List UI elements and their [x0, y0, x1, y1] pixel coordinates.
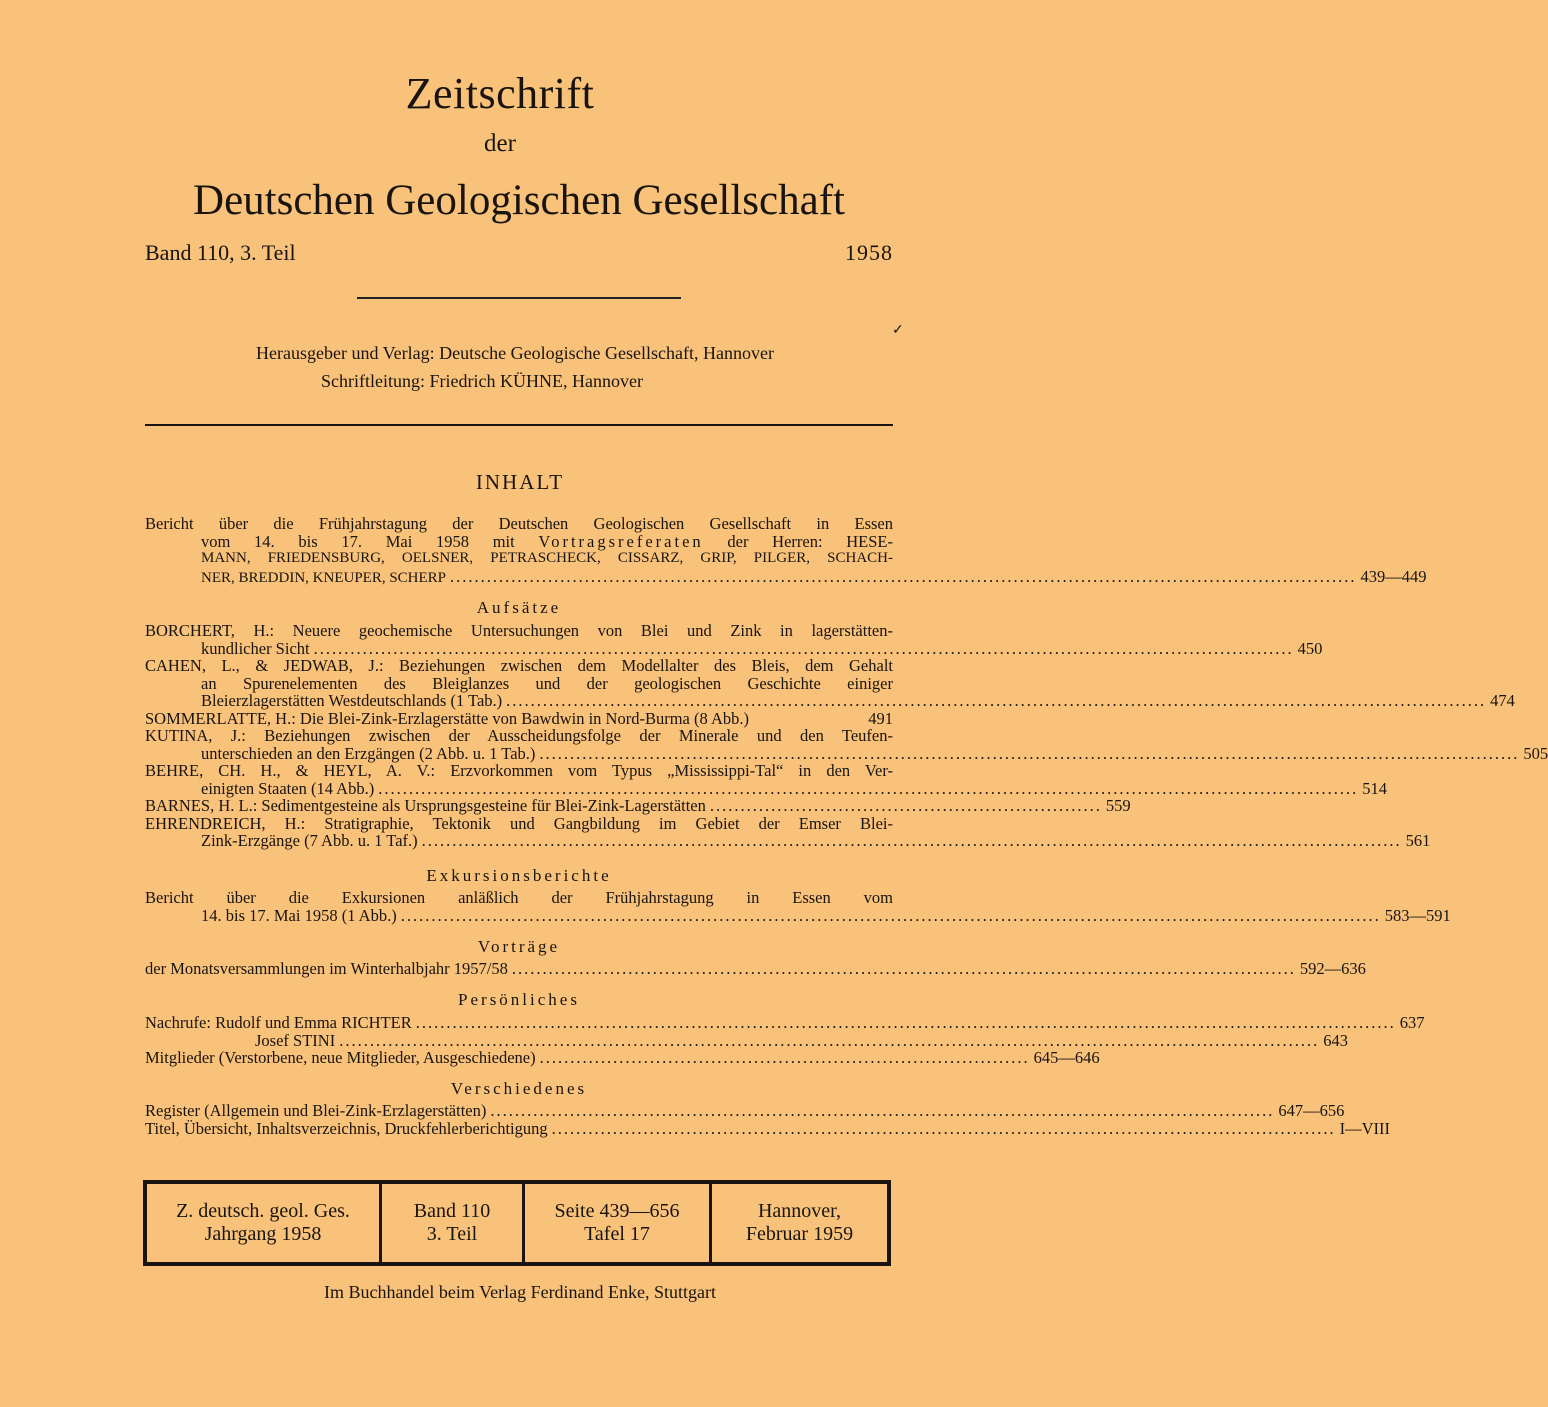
bookseller-line: Im Buchhandel beim Verlag Ferdinand Enke, Stuttgart — [323, 1282, 717, 1302]
citation-journal-cell: Z. deutsch. geol. Ges. Jahrgang 1958 — [147, 1184, 382, 1262]
page-number: 583—591 — [1384, 905, 1451, 925]
article-line: EHRENDREICH, H.: Stratigraphie, Tektonik und Gangbildung im Gebiet der Emser Blei- — [145, 813, 893, 833]
contents-heading: INHALT — [475, 470, 565, 494]
page-number: 647—656 — [1278, 1101, 1345, 1120]
page-number: 439—449 — [1360, 566, 1427, 586]
citation-box — [143, 1180, 891, 1266]
list-item: Nachrufe: Rudolf und Emma RICHTER — [145, 1013, 412, 1032]
lectures-entry: der Monatsversammlungen im Winterhalbjahr 1957/58 ................................................................................................................................ 592—636 — [145, 959, 1366, 978]
article-list: BORCHERT, H.: Neuere geochemische Untersuchungen von Blei und Zink in lagerstätten- kundlicher Sicht ................................................................................................................................................................ 450 CAHEN, L., & JEDWAB, J.: Beziehungen zwischen dem Modellalter des Bleis, dem Gehalt an Spurenelementen des Bleiglanzes und der geologischen Geschichte einiger Bleierzlagerstätten Westdeutschlands (1 Tab.) ................................................................................................................................................................ 474 SOMMERLATTE, H.: Die Blei-Zink-Erzlagerstätte von Bawdwin in Nord-Burma (8 Abb.) 491 KUTINA, J.: Beziehungen zwischen der Ausscheidungsfolge der Minerale und den Teufen- unterschieden an den Erzgängen (2 Abb. u. 1 Tab.) ................................................................................................................................................................ 505 BEHRE, CH. H., & HEYL, A. V.: Erzvorkommen vom Typus „Mississippi-Tal“ in den Ver- einigten Staaten (14 Abb.) ................................................................................................................................................................ 514 BARNES, H. L.: Sedimentgesteine als Ursprungsgesteine für Blei-Zink-Lagerstätten ................................................................ 559 EHRENDREICH, H.: Stratigraphie, Tektonik und Gangbildung im Gebiet der Emser Blei- Zink-Erzgänge (7 Abb. u. 1 Taf.) ................................................................................................................................................................ 561 — [145, 621, 1548, 850]
misc-list: Register (Allgemein und Blei-Zink-Erzlagerstätten) ................................................................................................................................ 647—656 Titel, Übersicht, Inhaltsverzeichnis, Druckfehlerberichtigung ................................................................................................................................ I—VIII — [145, 1101, 1391, 1138]
section-aufsaetze: Aufsätze — [476, 598, 562, 617]
list-item: Josef STINI — [255, 1030, 336, 1050]
article-line: BARNES, H. L.: Sedimentgesteine als Ursprungsgesteine für Blei-Zink-Lagerstätten — [145, 796, 706, 815]
excursion-entry: Bericht über die Exkursionen anläßlich der Frühjahrstagung in Essen vom 14. bis 17. Mai 1958 (1 Abb.) ................................................................................................................................................................ 583—591 — [145, 888, 1451, 925]
page-number: I—VIII — [1339, 1118, 1391, 1138]
page-number: 559 — [1105, 796, 1131, 815]
citation-volume-cell: Band 110 3. Teil — [382, 1184, 525, 1262]
ink-mark-icon: ✓ — [892, 323, 904, 338]
page-number: 474 — [1490, 691, 1515, 710]
page-number: 645—646 — [1033, 1048, 1100, 1067]
page-number: 592—636 — [1299, 959, 1366, 978]
section-verschiedenes: Verschiedenes — [450, 1079, 588, 1098]
publisher-line: Herausgeber und Verlag: Deutsche Geologische Gesellschaft, Hannover — [256, 343, 774, 363]
page-number: 505 — [1523, 743, 1548, 763]
page-number: 450 — [1297, 638, 1323, 658]
page-number: 643 — [1323, 1030, 1348, 1050]
article-line: BORCHERT, H.: Neuere geochemische Untersuchungen von Blei und Zink in lagerstätten- — [145, 621, 893, 640]
citation-pages-cell: Seite 439—656 Tafel 17 — [525, 1184, 712, 1262]
section-persoenliches: Persönliches — [458, 990, 580, 1009]
journal-society-name: Deutschen Geologischen Gesellschaft — [193, 177, 845, 224]
page-number: 491 — [868, 708, 893, 728]
section-vortraege: Vorträge — [477, 937, 561, 956]
short-divider — [357, 297, 681, 299]
personal-list: Nachrufe: Rudolf und Emma RICHTER ................................................................................................................................................................ 637 Josef STINI ................................................................................................................................................................ 643 Mitglieder (Verstorbene, neue Mitglieder, Ausgeschiedene) ................................................................................ 645—646 — [145, 1013, 1425, 1067]
article-line: SOMMERLATTE, H.: Die Blei-Zink-Erzlagerstätte von Bawdwin in Nord-Burma (8 Abb.) — [145, 708, 749, 728]
journal-title: Zeitschrift — [405, 69, 595, 118]
article-line: CAHEN, L., & JEDWAB, J.: Beziehungen zwischen dem Modellalter des Bleis, dem Gehalt — [145, 656, 893, 675]
list-item: Register (Allgemein und Blei-Zink-Erzlagerstätten) — [145, 1101, 487, 1120]
long-divider — [145, 424, 893, 426]
article-line: BEHRE, CH. H., & HEYL, A. V.: Erzvorkommen vom Typus „Mississippi-Tal“ in den Ver- — [145, 761, 893, 780]
article-line: KUTINA, J.: Beziehungen zwischen der Ausscheidungsfolge der Minerale und den Teufen- — [145, 726, 893, 745]
page-number: 561 — [1405, 831, 1431, 850]
page-number: 637 — [1399, 1013, 1425, 1032]
section-exkursionen: Exkursionsberichte — [426, 866, 612, 885]
list-item: Mitglieder (Verstorbene, neue Mitglieder, Ausgeschiedene) — [145, 1048, 536, 1067]
journal-title-der: der — [484, 130, 516, 157]
volume-label: Band 110, 3. Teil — [145, 240, 296, 265]
list-item: Titel, Übersicht, Inhaltsverzeichnis, Druckfehlerberichtigung — [145, 1118, 548, 1138]
year-label: 1958 — [845, 240, 893, 265]
editor-line: Schriftleitung: Friedrich KÜHNE, Hannover — [321, 371, 643, 391]
contents-report-entry: Bericht über die Frühjahrstagung der Deutschen Geologischen Gesellschaft in Essen vom 14. bis 17. Mai 1958 mit Vortragsreferaten der Herren: HESE- MANN, FRIEDENSBURG, OELSNER, PETRASCHECK, CISSARZ, GRIP, PILGER, SCHACH- NER, BREDDIN, KNEUPER, SCHERP .................................................................................................................................................... 439—449 — [145, 514, 1427, 586]
citation-place-date-cell: Hannover, Februar 1959 — [745, 1200, 854, 1245]
page-number: 514 — [1362, 778, 1387, 798]
